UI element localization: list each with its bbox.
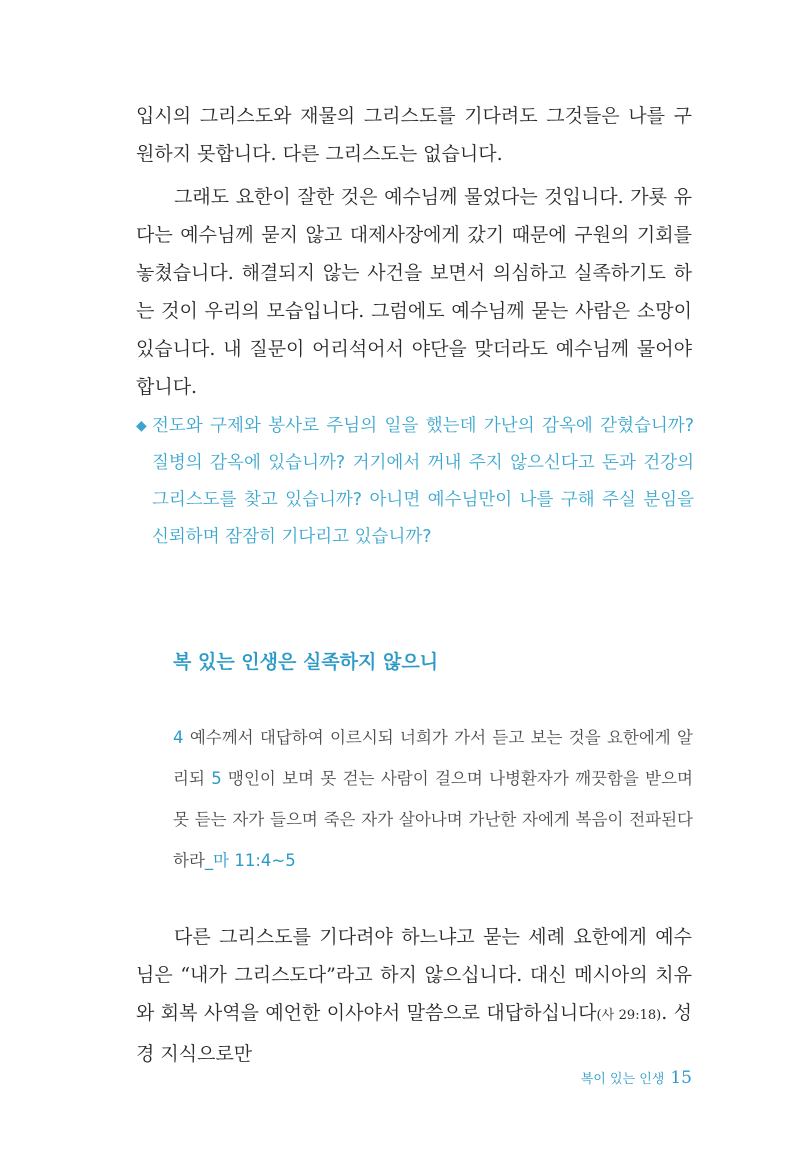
- closing-text: 다른 그리스도를 기다려야 하느냐고 묻는 세례 요한에게 예수님은 “내가 그리스도다”라고 하지 않으십니다. 대신 메시아의 치유와 회복 사역을 예언한 이사야서 말씀으로 대답하십니다: [136, 926, 692, 1024]
- verse-text: 맹인이 보며 못 걷는 사람이 걸으며 나병환자가 깨끗함을 받으며 못 듣는 자가 들으며 죽은 자가 살아나며 가난한 자에게 복음이 전파된다 하라: [173, 769, 693, 870]
- page-footer: [581, 1068, 692, 1088]
- verse-number: 4: [173, 728, 184, 747]
- closing-text-end: . 성경 지식으로만: [136, 1002, 692, 1065]
- scripture-passage: [173, 717, 693, 881]
- scripture-citation: (사 29:18): [596, 1008, 662, 1023]
- body-paragraph-2: 그래도 요한이 잘한 것은 예수님께 물었다는 것입니다. 가룟 유다는 예수님께 묻지 않고 대제사장에게 갔기 때문에 구원의 기회를 놓쳤습니다. 해결되지 않는 사건을 보면서 의심하고 실족하기도 하는 것이 우리의 모습입니다. 그럼에도 예수님께 묻는 사람은 소망이 있습니다. 내 질문이 어리석어서 야단을 맞더라도 예수님께 물어야 합니다.: [136, 186, 692, 398]
- body-paragraph-1: 입시의 그리스도와 재물의 그리스도를 기다려도 그것들은 나를 구원하지 못합니다. 다른 그리스도는 없습니다.: [136, 105, 692, 165]
- running-title: 복이 있는 인생: [580, 1072, 665, 1087]
- verse-text: 예수께서 대답하여 이르시되 너희가 가서 듣고 보는 것을 요한에게 알리되: [173, 728, 693, 788]
- verse-number: 5: [211, 769, 222, 788]
- diamond-bullet-icon: ◆: [136, 418, 147, 434]
- reflection-note: [136, 408, 694, 556]
- page-number: 15: [670, 1068, 692, 1088]
- body-paragraph-3: [136, 918, 692, 1073]
- scripture-reference: _마 11:4~5: [204, 851, 296, 870]
- reflection-note-text: 전도와 구제와 봉사로 주님의 일을 했는데 가난의 감옥에 갇혔습니까? 질병의 감옥에 있습니까? 거기에서 꺼내 주지 않으신다고 돈과 건강의 그리스도를 찾고 있습니까? 아니면 예수님만이 나를 구해 주실 분임을 신뢰하며 잠잠히 기다리고 있습니까?: [152, 416, 694, 547]
- section-heading: 복 있는 인생은 실족하지 않으니: [173, 651, 439, 673]
